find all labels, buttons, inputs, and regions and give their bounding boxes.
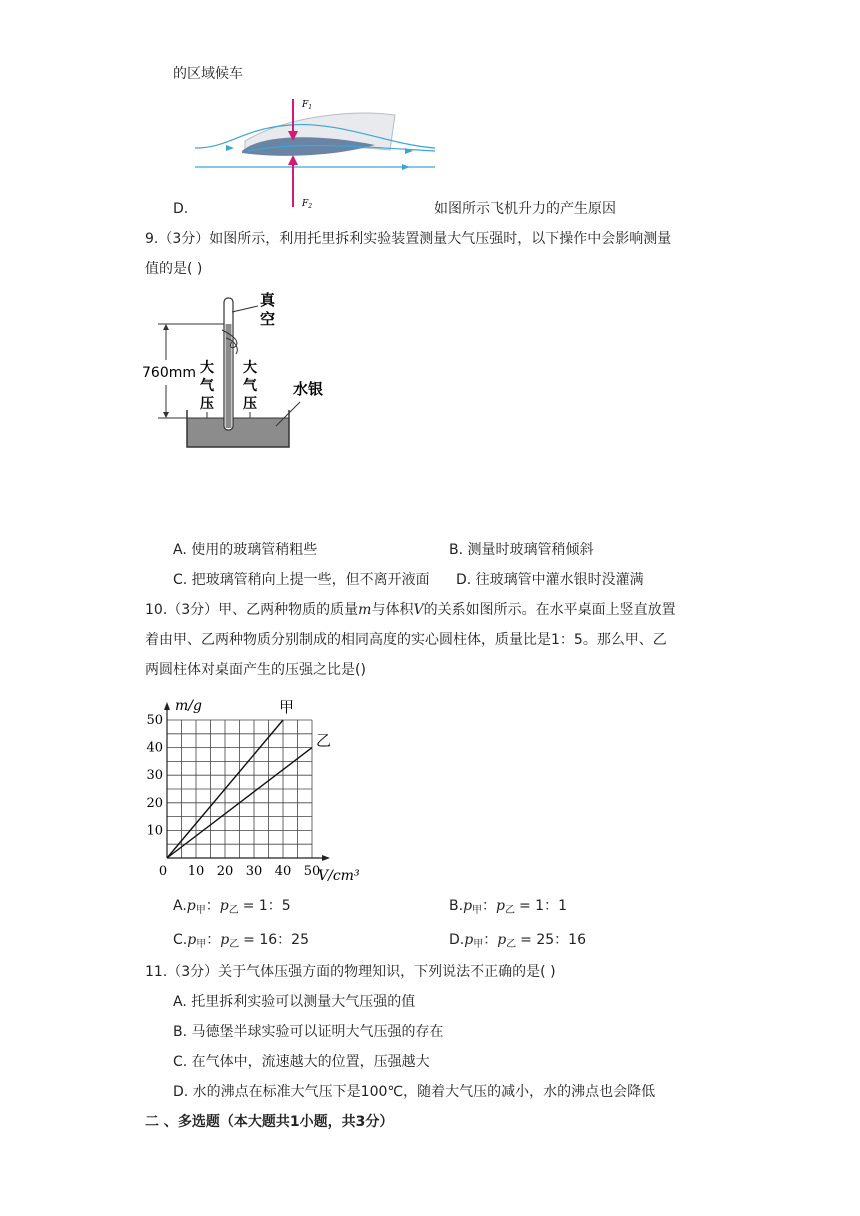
y-tick-label: 10	[146, 823, 163, 839]
q10-option-c: $C.p_甲$：$p_乙 = 16$：25	[173, 932, 309, 950]
chart-axes	[164, 702, 330, 861]
airflow-arrowhead	[402, 164, 410, 170]
q9-stem-line2: 值的是( )	[145, 261, 203, 277]
atm-right-char1: 大	[243, 360, 257, 376]
chart-grid	[167, 720, 312, 858]
force-f2-arrowhead	[288, 155, 298, 165]
y-tick-label: 30	[146, 768, 163, 784]
q10-option-d: $D.p_甲$：$p_乙 = 25$：16	[449, 932, 586, 950]
origin-label: 0	[158, 864, 168, 879]
vacuum-pointer	[232, 306, 258, 312]
atm-left-char3: 压	[200, 396, 214, 412]
q9-option-a: A. 使用的玻璃管稍粗些	[173, 542, 318, 558]
atm-right-char3: 压	[243, 396, 257, 412]
torricelli-figure	[140, 290, 340, 455]
y-axis-label: m/g	[175, 698, 202, 714]
vacuum-label-bottom: 空	[260, 310, 276, 328]
height-label: 760mm	[142, 365, 196, 381]
label-f2: $F_2$	[302, 199, 313, 210]
q10-option-b: $B.p_甲$：$p_乙 = 1$：1	[449, 898, 567, 916]
x-tick-label: 10	[187, 864, 205, 879]
x-tick-label: 20	[216, 864, 234, 879]
series-label-jia: 甲	[279, 698, 295, 716]
atm-left-char1: 大	[200, 360, 214, 376]
section2-heading: 二 、多选题（本大题共1小题，共3分）	[145, 1114, 394, 1130]
q9-option-b: B. 测量时玻璃管稍倾斜	[449, 542, 594, 558]
y-axis-arrowhead	[164, 702, 170, 710]
atm-left-char2: 气	[200, 378, 214, 394]
y-tick-label: 20	[146, 795, 163, 811]
q8-option-d-text: 如图所示飞机升力的产生原因	[434, 201, 616, 217]
chart-labels	[146, 698, 359, 884]
q10-stem-line1: 10.（3分）甲、乙两种物质的质量m与体积V的关系如图所示。在水平桌面上竖直放置	[145, 602, 676, 618]
x-tick-label: 30	[245, 864, 263, 879]
series-label-yi: 乙	[316, 731, 332, 750]
airfoil-figure	[190, 95, 440, 215]
mercury-label: 水银	[293, 380, 324, 398]
q8-tail-text: 的区域候车	[173, 66, 243, 82]
y-tick-label: 50	[146, 713, 163, 728]
x-tick-label: 40	[274, 864, 292, 879]
airflow-arrowhead	[226, 145, 234, 151]
q11-option-d: D. 水的沸点在标准大气压下是100℃，随着大气压的减小，水的沸点也会降低	[173, 1084, 656, 1100]
label-f1: $F_1$	[302, 100, 313, 111]
x-tick-label: 50	[303, 864, 321, 879]
q10-stem-line3: 两圆柱体对桌面产生的压强之比是()	[145, 662, 366, 678]
q11-option-a: A. 托里拆利实验可以测量大气压强的值	[173, 994, 416, 1010]
vacuum-label-top: 真	[260, 291, 276, 309]
x-axis-label: V/cm³	[318, 868, 360, 884]
x-axis-arrowhead	[322, 855, 330, 861]
y-tick-label: 40	[146, 740, 163, 756]
q9-option-c: C. 把玻璃管稍向上提一些，但不离开液面	[173, 572, 430, 588]
q8-option-d-label: D.	[173, 201, 189, 217]
q9-option-d: D. 往玻璃管中灌水银时没灌满	[456, 572, 644, 588]
q10-option-a: $A.p_甲$：$p_乙 = 1$：5	[173, 898, 291, 916]
q9-stem-line1: 9.（3分）如图所示，利用托里拆利实验装置测量大气压强时，以下操作中会影响测量	[145, 231, 672, 247]
q11-option-c: C. 在气体中，流速越大的位置，压强越大	[173, 1054, 430, 1070]
atm-right-char2: 气	[243, 378, 257, 394]
q11-option-b: B. 马德堡半球实验可以证明大气压强的存在	[173, 1024, 444, 1040]
q11-stem: 11.（3分）关于气体压强方面的物理知识，下列说法不正确的是( )	[145, 964, 556, 980]
q10-stem-line2: 着由甲、乙两种物质分别制成的相同高度的实心圆柱体，质量比是1：5。那么甲、乙	[145, 632, 667, 648]
mass-volume-chart	[140, 690, 380, 890]
mercury-basin-fluid	[187, 418, 289, 447]
